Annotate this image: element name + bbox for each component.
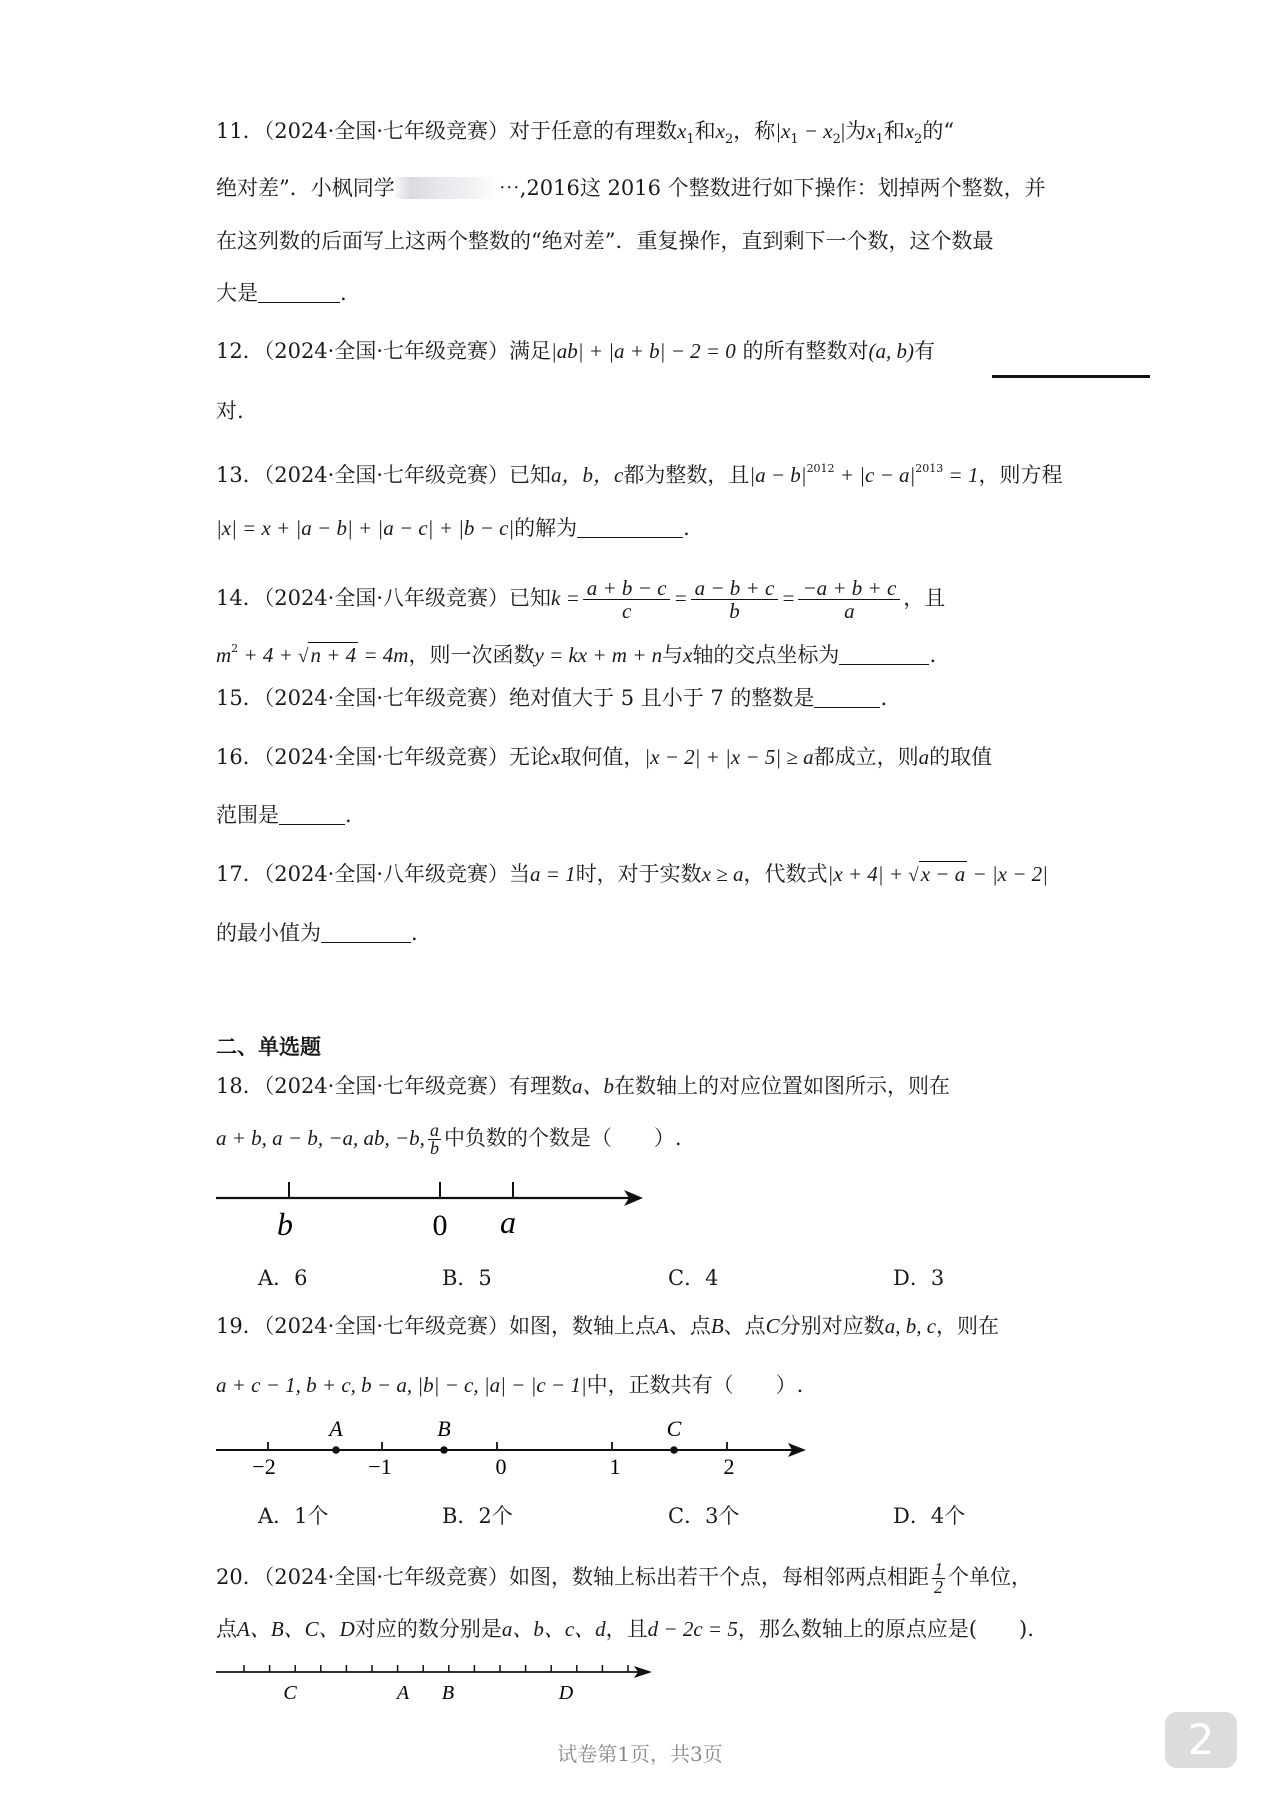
label-d: D	[558, 1682, 574, 1704]
q11-line4: 大是 .	[216, 281, 347, 305]
q18-line1: 18．（2024·全国·七年级竞赛）有理数a、b在数轴上的对应位置如图所示，则在	[216, 1074, 951, 1098]
q13-line1: 13．（2024·全国·七年级竞赛）已知a，b，c都为整数，且$|a - b|^{2012} + |c - a|^{2013} = 1$，则方程	[216, 462, 1063, 487]
tick-label-two: 2	[723, 1454, 735, 1479]
label-a: A	[329, 1416, 343, 1441]
label-a: A	[396, 1682, 410, 1704]
label-c: C	[283, 1682, 297, 1704]
q14-line2: $m^2 + 4 + √n + 4 = 4m$，则一次函数y = kx + m + n与x轴的交点坐标为 .	[216, 642, 937, 667]
label-c: C	[666, 1416, 682, 1441]
option-a[interactable]: A．1个	[258, 1504, 329, 1528]
q11-line3: 在这列数的后面写上这两个整数的“绝对差”．重复操作，直到剩下一个数，这个数最	[216, 229, 994, 253]
q16-line2: 范围是 .	[216, 803, 352, 827]
option-a[interactable]: A．6	[258, 1266, 308, 1290]
q13-line2: |x| = x + |a − b| + |a − c| + |b − c|的解为 .	[216, 516, 690, 540]
label-b: B	[441, 1682, 455, 1704]
option-b[interactable]: B．2个	[442, 1504, 513, 1528]
q16-line1: 16．（2024·全国·七年级竞赛）无论x取何值，|x − 2| + |x − 5| ≥ a都成立，则a的取值	[216, 745, 993, 769]
option-c[interactable]: C．3个	[668, 1504, 740, 1528]
option-d[interactable]: D．3	[893, 1266, 945, 1290]
q12-line1: 12．（2024·全国·七年级竞赛）满足|ab| + |a + b| − 2 = 0 的所有整数对(a, b)有	[216, 339, 935, 363]
tick-label-one: 1	[609, 1454, 621, 1479]
label-a: a	[500, 1204, 516, 1240]
tick-label-minus-2: −2	[252, 1454, 276, 1479]
section-heading: 二、单选题	[216, 1035, 321, 1059]
page-number-badge[interactable]: 2	[1165, 1712, 1237, 1768]
tick-label-zero: 0	[495, 1454, 507, 1479]
page-footer: 试卷第1页，共3页	[557, 1742, 723, 1766]
label-b: b	[277, 1206, 293, 1242]
q17-line1: 17．（2024·全国·八年级竞赛）当a = 1时，对于实数x ≥ a，代数式|x + 4| + √x − a − |x − 2|	[216, 862, 1048, 886]
tick-marks	[244, 1665, 628, 1672]
q17-line2: 的最小值为 .	[216, 921, 418, 945]
q15-line1: 15．（2024·全国·七年级竞赛）绝对值大于 5 且小于 7 的整数是 .	[216, 686, 888, 710]
tick-label-minus-1: −1	[368, 1454, 392, 1479]
fraction: $\frac{-a + b + c}{a}$	[798, 577, 900, 622]
q19-line2: a + c − 1, b + c, b − a, |b| − c, |a| − |c − 1|中，正数共有（ ）.	[216, 1373, 804, 1397]
q12-line2: 对.	[216, 399, 244, 423]
fraction: $\frac{a + b - c}{c}$	[583, 577, 671, 622]
q11-line1: 11．（2024·全国·七年级竞赛）对于任意的有理数$x_1$和$x_2$，称$|x_1 - x_2|$为$x_1$和$x_2$的“	[216, 119, 955, 147]
label-zero: 0	[432, 1209, 448, 1242]
option-b[interactable]: B．5	[442, 1266, 492, 1290]
q14-line1: 14．（2024·全国·八年级竞赛）已知k = $\frac{a + b - c}{c}$ = $\frac{a - b + c}{b}$ = $\frac{-a + b + c}{a}$ ，且	[216, 576, 946, 623]
fraction: $\frac{a}{b}$	[429, 1120, 439, 1158]
label-b: B	[437, 1416, 451, 1441]
q20-line2: 点A、B、C、D对应的数分别是a、b、c、d，且d − 2c = 5，那么数轴上的原点应是( ).	[216, 1617, 1034, 1641]
q11-line2: 绝对差”．小枫同学 ⋯,2016这 2016 个整数进行如下操作：划掉两个整数，并	[216, 176, 1046, 200]
option-d[interactable]: D．4个	[893, 1504, 966, 1528]
q18-line2: a + b, a − b, −a, ab, −b, $\frac{a}{b}$ 中负数的个数是（ ）.	[216, 1120, 682, 1158]
option-c[interactable]: C．4	[668, 1266, 719, 1290]
fraction: $\frac{a - b + c}{b}$	[691, 577, 779, 622]
q20-line1: 20．（2024·全国·七年级竞赛）如图，数轴上标出若干个点，每相邻两点相距 $\frac{1}{2}$ 个单位，	[216, 1559, 1033, 1597]
q19-line1: 19．（2024·全国·七年级竞赛）如图，数轴上点A、点B、点C分别对应数a, b, c，则在	[216, 1314, 1000, 1338]
fraction: $\frac{1}{2}$	[934, 1559, 944, 1597]
